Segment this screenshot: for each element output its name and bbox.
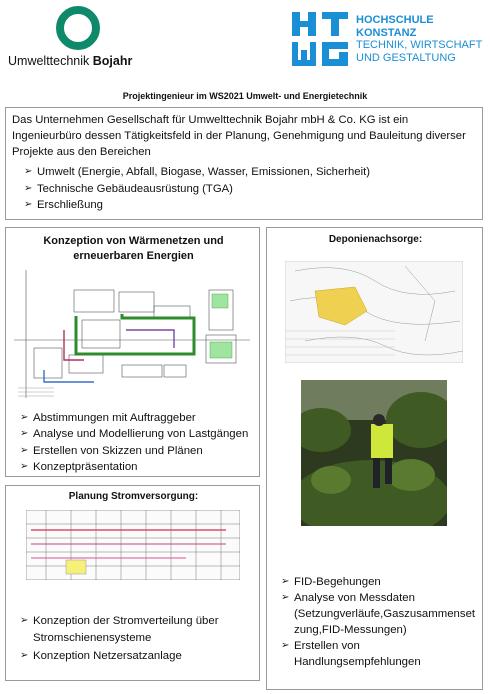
logo-line-hochschule: HOCHSCHULE <box>356 14 434 26</box>
list-item: ➢ Erstellen von Skizzen und Plänen <box>20 443 248 459</box>
stromversorgung-plan-image <box>26 510 240 580</box>
logo-line-technik: TECHNIK, WIRTSCHAFT <box>356 39 483 51</box>
deponie-map-image <box>285 261 463 363</box>
list-item: ➢ Konzeptpräsentation <box>20 459 248 475</box>
intro-box <box>5 107 483 220</box>
intro-text: Das Unternehmen Gesellschaft für Umwelttechnik Bojahr mbH & Co. KG ist ein Ingenieurbüro dessen Tätigkeitsfeld in der Planung, Genehmigung und Bauleitung diverser Projekte aus den Bereichen <box>12 114 466 158</box>
list-item: ➢ Erschließung <box>24 197 476 214</box>
list-item: ➢ Technische Gebäudeausrüstung (TGA) <box>24 181 476 198</box>
list-item: ➢ Abstimmungen mit Auftraggeber <box>20 410 248 426</box>
list-item: ➢ Analyse von Messdaten (Setzungverläufe,Gaszusammenset zung,FID-Messungen) <box>281 590 479 638</box>
logo-line-gestaltung: UND GESTALTUNG <box>356 51 456 64</box>
waerme-list <box>20 410 248 475</box>
waerme-heading-line1: Konzeption von Wärmenetzen und <box>43 235 224 247</box>
deponie-box <box>266 227 483 690</box>
list-item: ➢ FID-Begehungen <box>281 574 479 590</box>
umwelttechnik-logo <box>8 4 148 74</box>
intro-list <box>12 164 476 214</box>
waerme-box <box>5 227 260 477</box>
logo-ring-icon <box>8 4 148 52</box>
htwg-mark-icon <box>292 12 352 66</box>
waermenetz-plan-image <box>14 270 250 398</box>
strom-box <box>5 485 260 681</box>
deponie-list <box>281 574 479 670</box>
logo-line-konstanz: KONSTANZ <box>356 26 417 39</box>
list-item: ➢ Konzeption der Stromverteilung über Stromschienensysteme <box>20 613 255 646</box>
logo-company-name: Umwelttechnik Bojahr <box>8 54 133 68</box>
deponie-heading: Deponienachsorge: <box>328 234 423 245</box>
hochschule-konstanz-logo <box>292 12 487 68</box>
page-title: Projektingenieur im WS2021 Umwelt- und Energietechnik <box>122 91 368 101</box>
waerme-heading-line2: erneuerbaren Energien <box>73 250 194 262</box>
list-item: ➢ Konzeption Netzersatzanlage <box>20 648 255 665</box>
list-item: ➢ Umwelt (Energie, Abfall, Biogase, Wasser, Emissionen, Sicherheit) <box>24 164 476 181</box>
strom-heading: Planung Stromversorgung: <box>68 491 199 502</box>
strom-list <box>20 613 255 665</box>
list-item: ➢ Erstellen von Handlungsempfehlungen <box>281 638 479 670</box>
deponie-fieldwork-photo <box>301 380 447 526</box>
list-item: ➢ Analyse und Modellierung von Lastgängen <box>20 426 248 442</box>
